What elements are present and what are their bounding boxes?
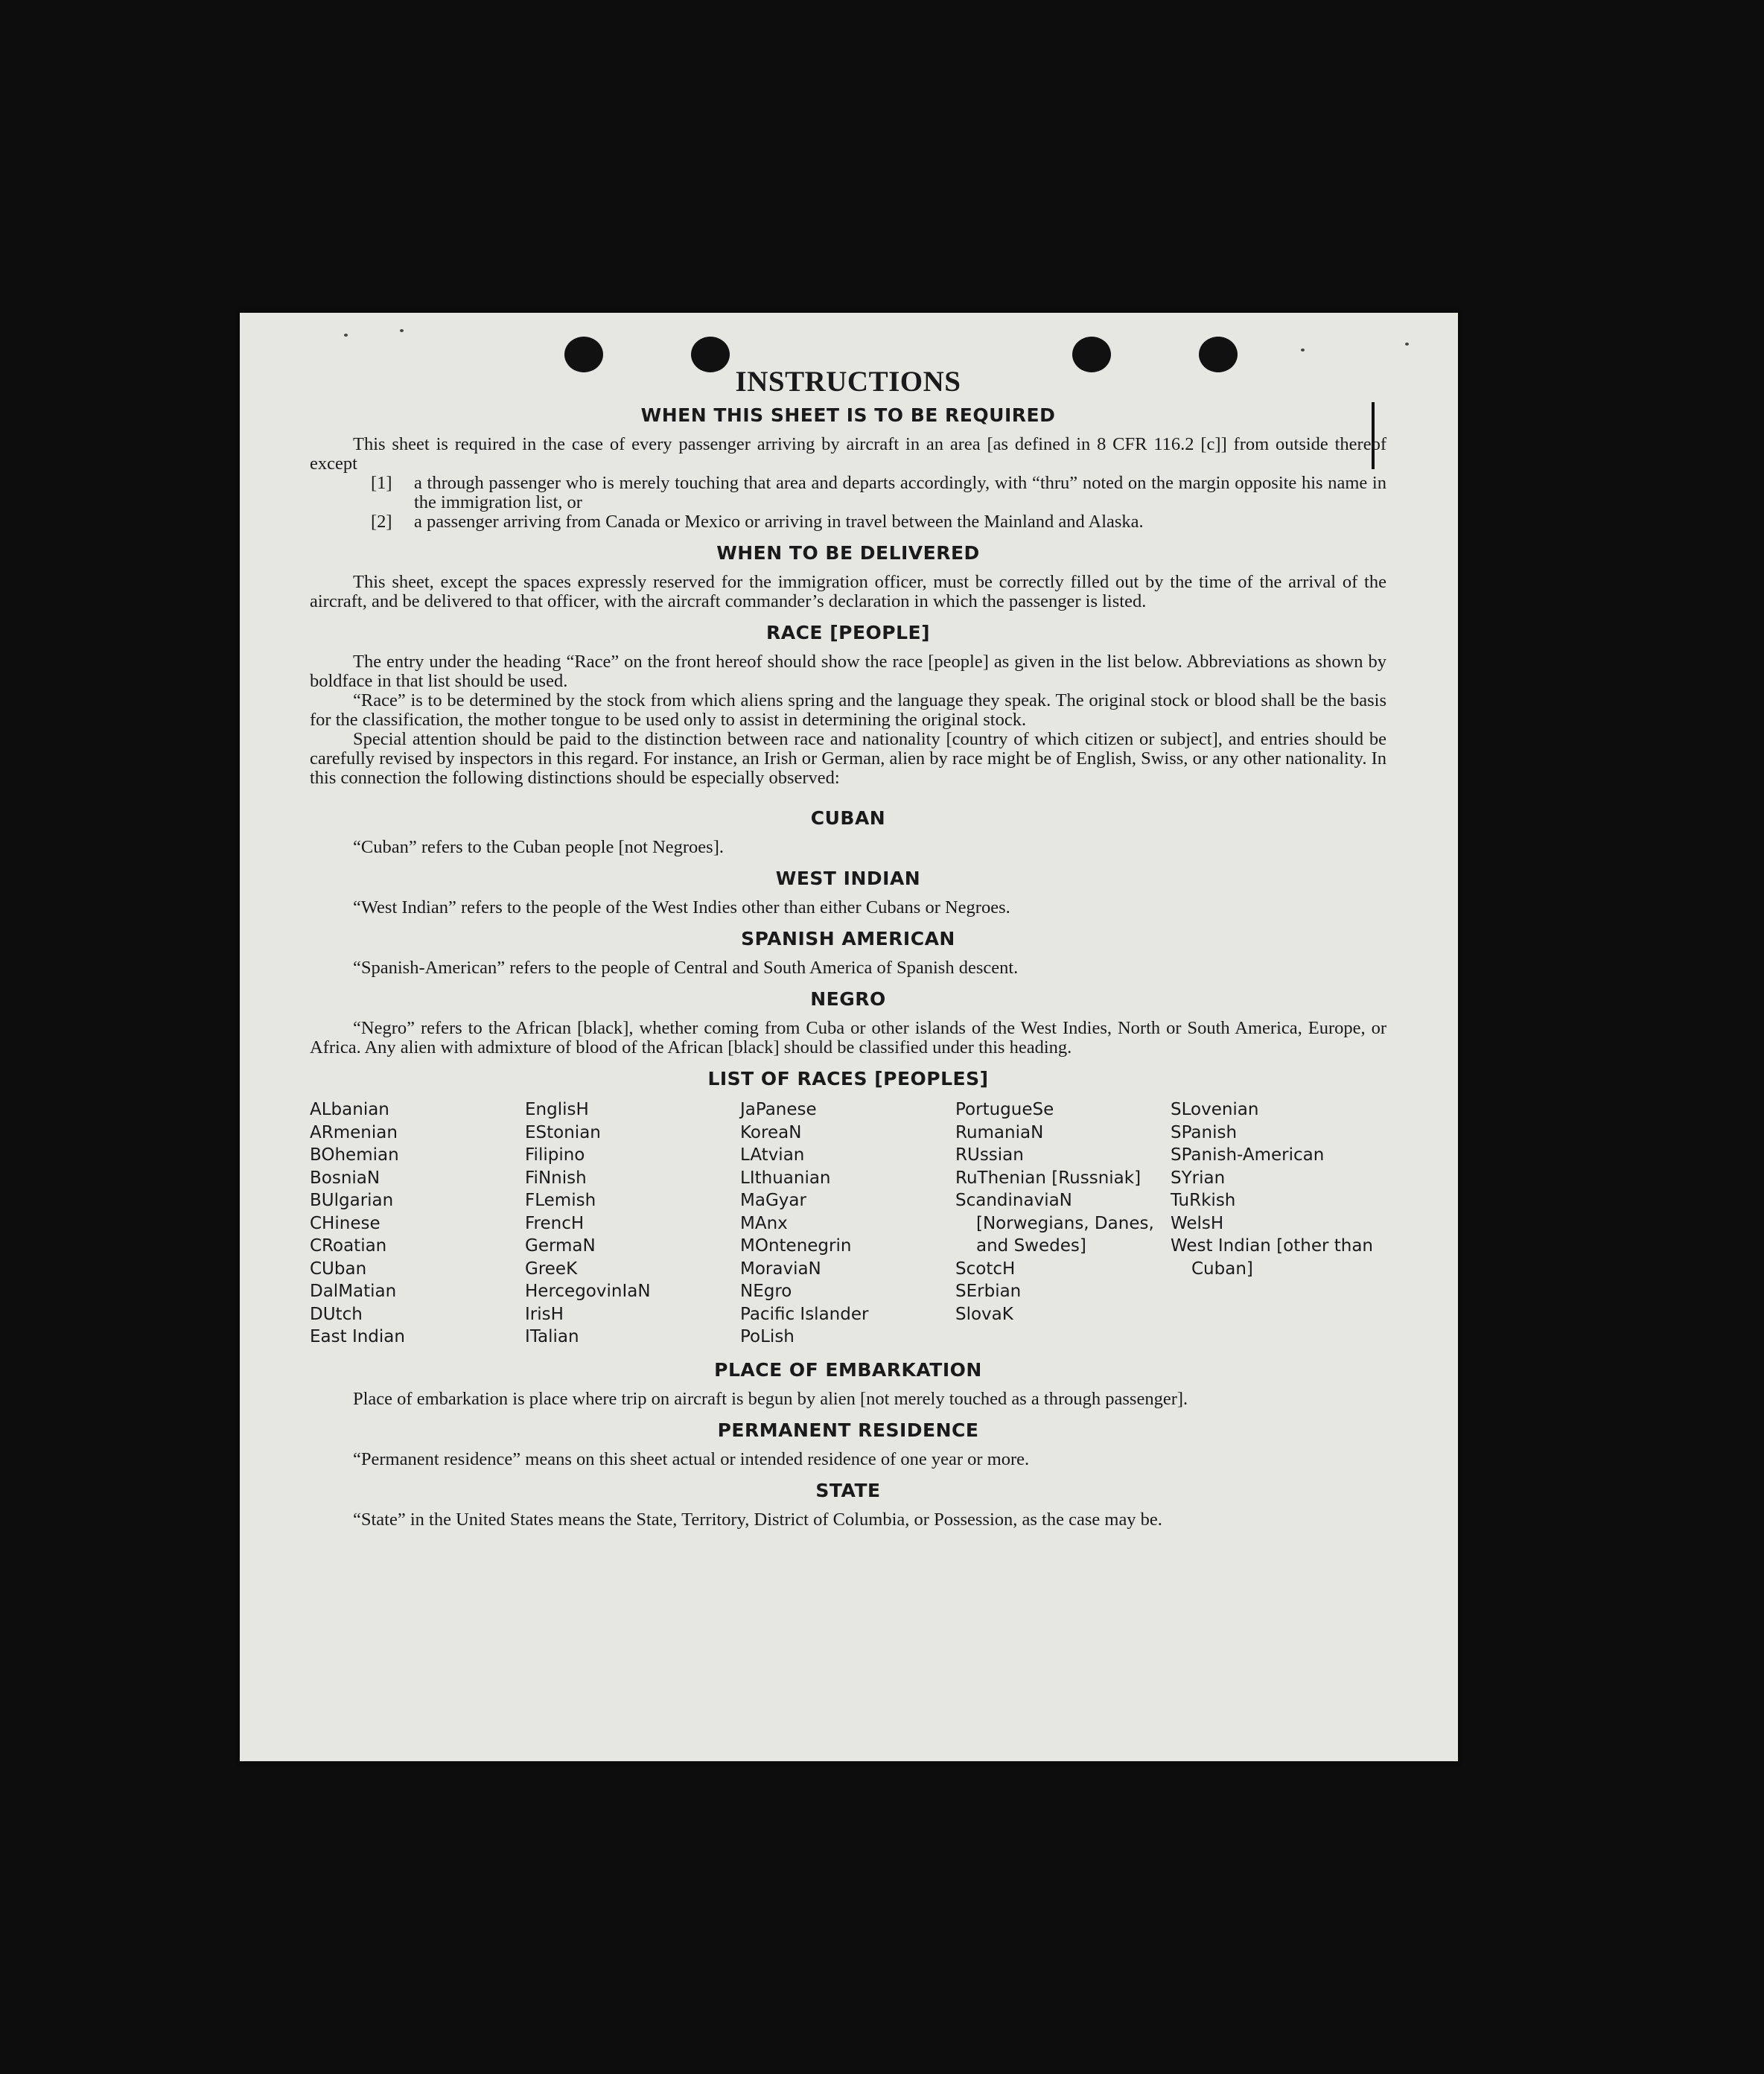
race-item: SlovaK — [955, 1304, 1013, 1324]
section-heading-spanish-american: SPANISH AMERICAN — [741, 928, 955, 949]
races-column — [740, 1098, 955, 1349]
race-item: FrencH — [525, 1213, 585, 1233]
race-item: LIthuanian — [740, 1168, 831, 1188]
required-condition-2 — [310, 512, 1386, 532]
race-item: PoLish — [740, 1327, 795, 1346]
race-item: SErbian — [955, 1282, 1022, 1301]
embarkation-text: Place of embarkation is place where trip on aircraft is begun by alien [not merely touched as a through passenger]. — [353, 1388, 1188, 1409]
spanish-american-text: “Spanish-American” refers to the people of Central and South America of Spanish descent. — [353, 958, 1019, 978]
race-item: MAnx — [740, 1213, 788, 1233]
race-paragraph-3: Special attention should be paid to the distinction between race and nationality [country of which citizen or subject], and entries should be carefully revised by inspectors in this regard. For instance, an Irish or German, alien by race might be of English, Swiss, or any other nationality. In this connection the following distinctions should be especially observed: — [310, 729, 1386, 788]
race-item: ScotcH — [955, 1259, 1016, 1279]
page-title: INSTRUCTIONS — [735, 366, 961, 398]
race-item: RuThenian [Russniak] — [955, 1168, 1141, 1188]
race-paragraph-1: The entry under the heading “Race” on the front hereof should show the race [people] as given in the list below. Abbreviations as shown by boldface in that list should be used. — [310, 652, 1386, 691]
condition-text: a through passenger who is merely touching that area and departs accordingly, with “thru” noted on the margin opposite his name in the immigration list, or — [414, 473, 1386, 512]
race-item: DalMatian — [310, 1282, 397, 1301]
race-item: BUlgarian — [310, 1191, 394, 1210]
race-item: ALbanian — [310, 1100, 389, 1119]
race-item: BOhemian — [310, 1145, 399, 1165]
race-paragraph-2: “Race” is to be determined by the stock from which aliens spring and the language they speak. The original stock or blood shall be the basis for the classification, the mother tongue to be used only to assist in determining the original stock. — [310, 690, 1386, 730]
race-item: PortugueSe — [955, 1100, 1054, 1119]
race-item: TuRkish — [1171, 1191, 1236, 1210]
section-heading-race: RACE [PEOPLE] — [765, 622, 931, 643]
delivered-text: This sheet, except the spaces expressly reserved for the immigration officer, must be correctly filled out by the time of the arrival of the aircraft, and be delivered to that officer, with the aircraft commander’s declaration in which the passenger is listed. — [310, 572, 1386, 611]
required-intro: This sheet is required in the case of every passenger arriving by aircraft in an area [as defined in 8 CFR 116.2 [c]] from outside thereof except — [310, 434, 1386, 474]
condition-number: [1] — [371, 473, 392, 493]
race-item: SYrian — [1171, 1168, 1226, 1188]
race-item: NEgro — [740, 1282, 792, 1301]
section-heading-west-indian: WEST INDIAN — [775, 868, 921, 889]
races-list — [310, 1098, 1386, 1349]
races-column — [1171, 1098, 1386, 1349]
section-heading-races-list: LIST OF RACES [PEOPLES] — [707, 1068, 989, 1090]
race-item: SLovenian — [1171, 1100, 1259, 1119]
race-item: IrisH — [525, 1304, 564, 1324]
condition-text: a passenger arriving from Canada or Mexico or arriving in travel between the Mainland and Alaska. — [414, 512, 1144, 532]
races-column — [525, 1098, 740, 1349]
race-item: FiNnish — [525, 1168, 587, 1188]
state-text: “State” in the United States means the State, Territory, District of Columbia, or Possession, as the case may be. — [353, 1509, 1162, 1530]
race-item: ARmenian — [310, 1122, 398, 1142]
document-content — [310, 365, 1386, 1530]
race-item: WelsH — [1171, 1213, 1224, 1233]
race-item: CRoatian — [310, 1236, 387, 1256]
race-item: JaPanese — [740, 1100, 817, 1119]
negro-text: “Negro” refers to the African [black], whether coming from Cuba or other islands of the West Indies, North or South America, Europe, or Africa. Any alien with admixture of blood of the African [black] should be classified under this heading. — [310, 1018, 1386, 1057]
race-item: GermaN — [525, 1236, 596, 1256]
document-page — [240, 313, 1458, 1761]
cuban-text: “Cuban” refers to the Cuban people [not Negroes]. — [353, 837, 724, 857]
section-heading-delivered: WHEN TO BE DELIVERED — [716, 542, 980, 564]
races-column — [955, 1098, 1171, 1349]
race-item: CHinese — [310, 1213, 380, 1233]
race-item: Pacific Islander — [740, 1304, 869, 1324]
race-item: EnglisH — [525, 1100, 589, 1119]
race-item: HercegovinIaN — [525, 1282, 651, 1301]
race-item: ScandinaviaN [Norwegians, Danes, and Swedes] — [955, 1191, 1154, 1256]
race-item: DUtch — [310, 1304, 363, 1324]
race-item: BosniaN — [310, 1168, 380, 1188]
section-heading-state: STATE — [815, 1479, 881, 1501]
west-indian-text: “West Indian” refers to the people of the West Indies other than either Cubans or Negroes. — [353, 897, 1010, 917]
race-item: MaGyar — [740, 1191, 806, 1210]
section-heading-residence: PERMANENT RESIDENCE — [717, 1419, 979, 1441]
required-condition-1 — [310, 474, 1386, 512]
race-item: SPanish-American — [1171, 1145, 1325, 1165]
race-item: ITalian — [525, 1327, 579, 1346]
section-heading-negro: NEGRO — [810, 988, 886, 1010]
race-item: SPanish — [1171, 1122, 1238, 1142]
race-item: LAtvian — [740, 1145, 805, 1165]
race-item: RUssian — [955, 1145, 1024, 1165]
race-item: FLemish — [525, 1191, 596, 1210]
race-item: Filipino — [525, 1145, 585, 1165]
race-item: CUban — [310, 1259, 367, 1279]
races-column — [310, 1098, 525, 1349]
race-item: RumaniaN — [955, 1122, 1044, 1142]
race-item: KoreaN — [740, 1122, 802, 1142]
section-heading-required: WHEN THIS SHEET IS TO BE REQUIRED — [640, 404, 1056, 426]
section-heading-embarkation: PLACE OF EMBARKATION — [714, 1358, 982, 1381]
race-item: MoraviaN — [740, 1259, 821, 1279]
race-item: East Indian — [310, 1327, 405, 1346]
condition-number: [2] — [371, 512, 392, 532]
residence-text: “Permanent residence” means on this sheet actual or intended residence of one year or more. — [353, 1448, 1030, 1469]
race-item: EStonian — [525, 1122, 601, 1142]
section-heading-cuban: CUBAN — [810, 807, 886, 829]
race-item: West Indian [other than Cuban] — [1171, 1236, 1374, 1279]
race-item: MOntenegrin — [740, 1236, 852, 1256]
race-item: GreeK — [525, 1259, 578, 1279]
